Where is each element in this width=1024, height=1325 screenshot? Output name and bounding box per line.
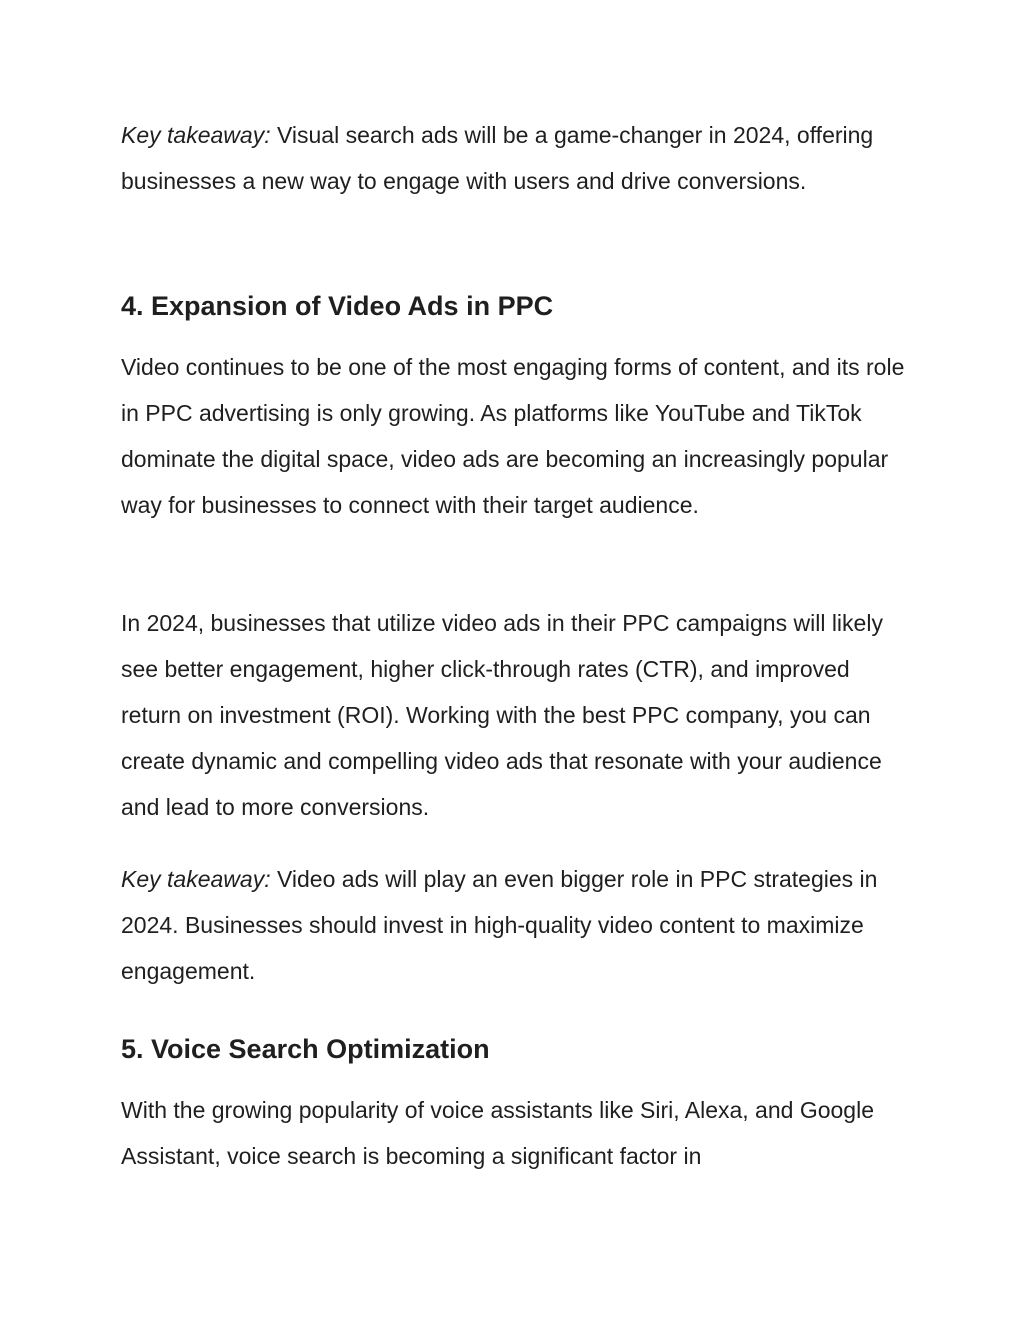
key-takeaway-label: Key takeaway: — [121, 866, 271, 892]
key-takeaway-video-ads — [121, 856, 911, 994]
paragraph-voice-search-intro: With the growing popularity of voice assistants like Siri, Alexa, and Google Assistant, voice search is becoming a significant factor in — [121, 1097, 874, 1169]
key-takeaway-text: Video ads will play an even bigger role in PPC strategies in 2024. Businesses should invest in high-quality video content to maximize engagement. — [121, 866, 878, 984]
paragraph-video-2024: In 2024, businesses that utilize video ads in their PPC campaigns will likely see better engagement, higher click-through rates (CTR), and improved return on investment (ROI). Working with the best PPC company, you can create dynamic and compelling video ads that resonate with your audience and lead to more conversions. — [121, 610, 883, 820]
key-takeaway-label: Key takeaway: — [121, 122, 271, 148]
section-heading-voice-search: 5. Voice Search Optimization — [121, 1034, 490, 1064]
key-takeaway-visual-search — [121, 112, 911, 204]
paragraph-video-intro: Video continues to be one of the most engaging forms of content, and its role in PPC advertising is only growing. As platforms like YouTube and TikTok dominate the digital space, video ads are becoming an increasingly popular way for businesses to connect with their target audience. — [121, 354, 905, 518]
key-takeaway-text: Visual search ads will be a game-changer in 2024, offering businesses a new way to engage with users and drive conversions. — [121, 122, 874, 194]
section-heading-video-ads: 4. Expansion of Video Ads in PPC — [121, 291, 554, 321]
